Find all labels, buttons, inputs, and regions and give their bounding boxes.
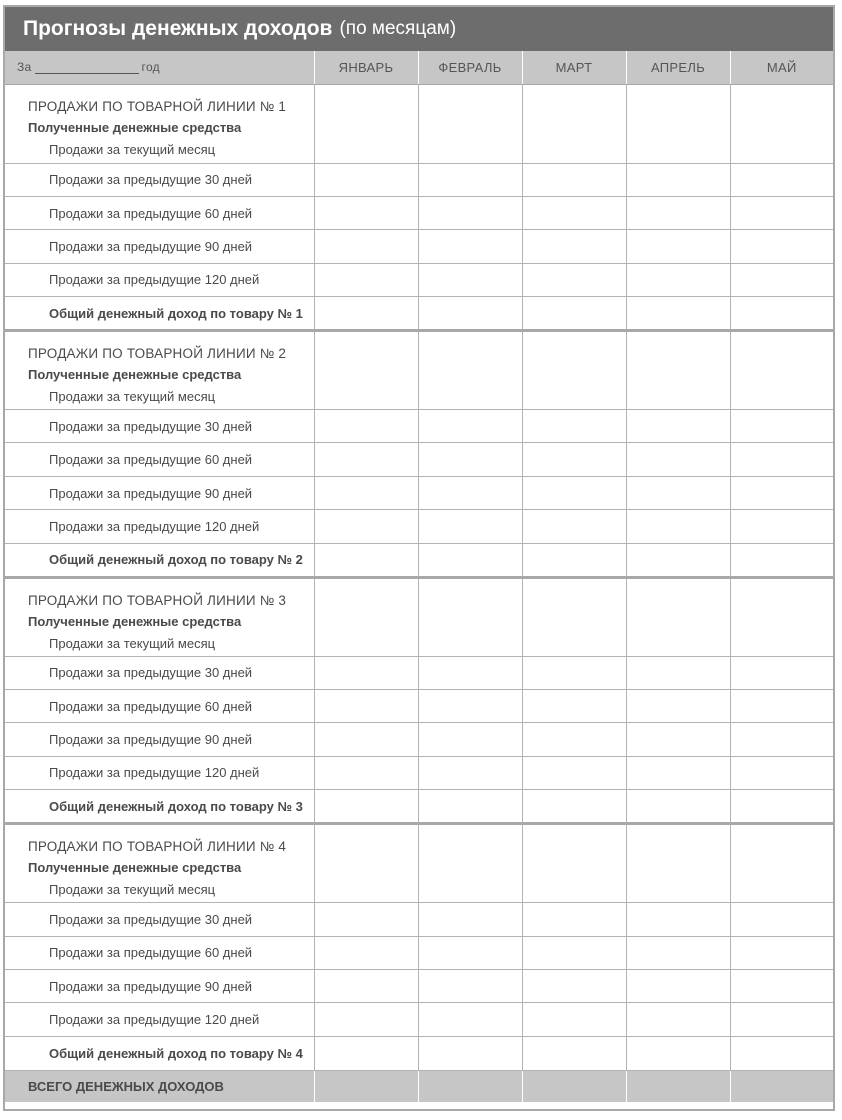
amount-cell[interactable] xyxy=(730,331,833,410)
section-header-cell xyxy=(5,824,314,903)
amount-cell[interactable] xyxy=(418,297,522,331)
amount-cell[interactable] xyxy=(626,790,730,824)
amount-cell[interactable] xyxy=(626,510,730,543)
amount-cell[interactable] xyxy=(314,476,418,509)
amount-cell[interactable] xyxy=(522,1003,626,1036)
amount-cell[interactable] xyxy=(626,263,730,296)
month-header: ФЕВРАЛЬ xyxy=(418,51,522,84)
section-header-row xyxy=(5,331,833,410)
section-header-cell xyxy=(5,577,314,656)
row-label: Продажи за предыдущие 90 дней xyxy=(5,230,314,263)
table-row xyxy=(5,1003,833,1036)
amount-cell[interactable] xyxy=(314,1070,418,1102)
amount-cell[interactable] xyxy=(522,297,626,331)
amount-cell[interactable] xyxy=(418,84,522,163)
amount-cell[interactable] xyxy=(626,84,730,163)
amount-cell[interactable] xyxy=(730,936,833,969)
section-header-row xyxy=(5,577,833,656)
row-label: Продажи за предыдущие 120 дней xyxy=(5,756,314,789)
amount-cell[interactable] xyxy=(730,443,833,476)
amount-cell[interactable] xyxy=(418,163,522,196)
amount-cell[interactable] xyxy=(314,230,418,263)
section-header-row xyxy=(5,824,833,903)
amount-cell[interactable] xyxy=(418,1003,522,1036)
section-title: ПРОДАЖИ ПО ТОВАРНОЙ ЛИНИИ № 2 xyxy=(28,346,287,362)
section-total-label: Общий денежный доход по товару № 3 xyxy=(5,790,314,824)
amount-cell[interactable] xyxy=(522,331,626,410)
title-bar xyxy=(5,7,833,51)
amount-cell[interactable] xyxy=(314,656,418,689)
amount-cell[interactable] xyxy=(522,543,626,577)
amount-cell[interactable] xyxy=(522,163,626,196)
table-row xyxy=(5,163,833,196)
amount-cell[interactable] xyxy=(522,196,626,229)
amount-cell[interactable] xyxy=(314,331,418,410)
amount-cell[interactable] xyxy=(730,1003,833,1036)
amount-cell[interactable] xyxy=(730,756,833,789)
amount-cell[interactable] xyxy=(418,476,522,509)
section-title: ПРОДАЖИ ПО ТОВАРНОЙ ЛИНИИ № 1 xyxy=(28,98,287,114)
amount-cell[interactable] xyxy=(418,196,522,229)
amount-cell[interactable] xyxy=(522,263,626,296)
amount-cell[interactable] xyxy=(418,790,522,824)
amount-cell[interactable] xyxy=(314,969,418,1002)
amount-cell[interactable] xyxy=(522,577,626,656)
section-total-row xyxy=(5,297,833,331)
amount-cell[interactable] xyxy=(626,936,730,969)
amount-cell[interactable] xyxy=(418,824,522,903)
amount-cell[interactable] xyxy=(730,297,833,331)
section-total-label: Общий денежный доход по товару № 2 xyxy=(5,543,314,577)
amount-cell[interactable] xyxy=(626,543,730,577)
amount-cell[interactable] xyxy=(314,824,418,903)
amount-cell[interactable] xyxy=(730,410,833,443)
amount-cell[interactable] xyxy=(418,903,522,936)
grand-total-row xyxy=(5,1070,833,1102)
amount-cell[interactable] xyxy=(314,543,418,577)
amount-cell[interactable] xyxy=(730,969,833,1002)
amount-cell[interactable] xyxy=(522,1036,626,1070)
amount-cell[interactable] xyxy=(418,656,522,689)
section-header-cell xyxy=(5,331,314,410)
row-label: Продажи за предыдущие 120 дней xyxy=(5,510,314,543)
page-title-qualifier: (по месяцам) xyxy=(339,18,457,39)
amount-cell[interactable] xyxy=(522,510,626,543)
cash-forecast-form xyxy=(3,5,835,1111)
table-row xyxy=(5,690,833,723)
amount-cell[interactable] xyxy=(418,331,522,410)
amount-cell[interactable] xyxy=(730,476,833,509)
row-label: Продажи за предыдущие 120 дней xyxy=(5,263,314,296)
amount-cell[interactable] xyxy=(626,969,730,1002)
section-title: ПРОДАЖИ ПО ТОВАРНОЙ ЛИНИИ № 4 xyxy=(28,839,287,855)
row-label: Продажи за текущий месяц xyxy=(49,141,216,157)
amount-cell[interactable] xyxy=(314,443,418,476)
section-header-cell xyxy=(5,84,314,163)
amount-cell[interactable] xyxy=(418,443,522,476)
table-body xyxy=(5,84,833,1102)
grand-total-label: ВСЕГО ДЕНЕЖНЫХ ДОХОДОВ xyxy=(5,1070,314,1102)
amount-cell[interactable] xyxy=(418,230,522,263)
amount-cell[interactable] xyxy=(626,656,730,689)
amount-cell[interactable] xyxy=(418,510,522,543)
row-label: Продажи за предыдущие 90 дней xyxy=(5,723,314,756)
amount-cell[interactable] xyxy=(314,263,418,296)
amount-cell[interactable] xyxy=(730,903,833,936)
amount-cell[interactable] xyxy=(522,756,626,789)
amount-cell[interactable] xyxy=(522,723,626,756)
table-row xyxy=(5,936,833,969)
amount-cell[interactable] xyxy=(730,543,833,577)
amount-cell[interactable] xyxy=(730,723,833,756)
amount-cell[interactable] xyxy=(314,903,418,936)
year-prefix: За xyxy=(17,60,32,75)
table-row xyxy=(5,443,833,476)
table-row xyxy=(5,196,833,229)
table-row xyxy=(5,969,833,1002)
amount-cell[interactable] xyxy=(418,410,522,443)
amount-cell[interactable] xyxy=(626,196,730,229)
amount-cell[interactable] xyxy=(730,1036,833,1070)
amount-cell[interactable] xyxy=(626,1003,730,1036)
amount-cell[interactable] xyxy=(522,969,626,1002)
amount-cell[interactable] xyxy=(626,230,730,263)
amount-cell[interactable] xyxy=(314,196,418,229)
row-label: Продажи за предыдущие 60 дней xyxy=(5,690,314,723)
amount-cell[interactable] xyxy=(418,263,522,296)
row-label: Продажи за предыдущие 90 дней xyxy=(5,476,314,509)
amount-cell[interactable] xyxy=(314,84,418,163)
amount-cell[interactable] xyxy=(730,1070,833,1102)
year-field xyxy=(5,51,314,84)
amount-cell[interactable] xyxy=(418,969,522,1002)
amount-cell[interactable] xyxy=(522,476,626,509)
amount-cell[interactable] xyxy=(522,656,626,689)
amount-cell[interactable] xyxy=(626,903,730,936)
amount-cell[interactable] xyxy=(626,756,730,789)
amount-cell[interactable] xyxy=(522,690,626,723)
section-subtitle: Полученные денежные средства xyxy=(28,613,242,629)
month-header: ЯНВАРЬ xyxy=(314,51,418,84)
amount-cell[interactable] xyxy=(418,936,522,969)
section-total-row xyxy=(5,543,833,577)
amount-cell[interactable] xyxy=(418,1070,522,1102)
amount-cell[interactable] xyxy=(314,1003,418,1036)
amount-cell[interactable] xyxy=(626,443,730,476)
section-title: ПРОДАЖИ ПО ТОВАРНОЙ ЛИНИИ № 3 xyxy=(28,592,287,608)
amount-cell[interactable] xyxy=(418,543,522,577)
section-subtitle: Полученные денежные средства xyxy=(28,119,242,135)
amount-cell[interactable] xyxy=(626,331,730,410)
row-label: Продажи за предыдущие 60 дней xyxy=(5,443,314,476)
row-label: Продажи за предыдущие 30 дней xyxy=(5,410,314,443)
amount-cell[interactable] xyxy=(314,163,418,196)
table-row xyxy=(5,723,833,756)
table-row xyxy=(5,510,833,543)
amount-cell[interactable] xyxy=(522,84,626,163)
amount-cell[interactable] xyxy=(314,756,418,789)
month-header: АПРЕЛЬ xyxy=(626,51,730,84)
year-suffix: год xyxy=(141,60,160,75)
row-label: Продажи за предыдущие 30 дней xyxy=(5,163,314,196)
amount-cell[interactable] xyxy=(314,577,418,656)
amount-cell[interactable] xyxy=(314,690,418,723)
amount-cell[interactable] xyxy=(730,84,833,163)
section-total-row xyxy=(5,1036,833,1070)
amount-cell[interactable] xyxy=(626,1036,730,1070)
year-blank-line[interactable] xyxy=(35,73,139,74)
amount-cell[interactable] xyxy=(626,410,730,443)
amount-cell[interactable] xyxy=(418,756,522,789)
row-label: Продажи за текущий месяц xyxy=(49,635,216,651)
month-header: МАЙ xyxy=(730,51,833,84)
amount-cell[interactable] xyxy=(626,1070,730,1102)
section-total-label: Общий денежный доход по товару № 1 xyxy=(5,297,314,331)
amount-cell[interactable] xyxy=(626,297,730,331)
amount-cell[interactable] xyxy=(730,824,833,903)
amount-cell[interactable] xyxy=(314,297,418,331)
amount-cell[interactable] xyxy=(626,723,730,756)
amount-cell[interactable] xyxy=(626,690,730,723)
amount-cell[interactable] xyxy=(522,230,626,263)
amount-cell[interactable] xyxy=(418,723,522,756)
amount-cell[interactable] xyxy=(730,510,833,543)
amount-cell[interactable] xyxy=(522,903,626,936)
forecast-table xyxy=(5,51,833,1102)
amount-cell[interactable] xyxy=(418,1036,522,1070)
row-label: Продажи за предыдущие 120 дней xyxy=(5,1003,314,1036)
section-subtitle: Полученные денежные средства xyxy=(28,367,242,383)
table-row xyxy=(5,656,833,689)
amount-cell[interactable] xyxy=(314,1036,418,1070)
table-row xyxy=(5,263,833,296)
amount-cell[interactable] xyxy=(522,1070,626,1102)
amount-cell[interactable] xyxy=(730,263,833,296)
table-row xyxy=(5,756,833,789)
amount-cell[interactable] xyxy=(314,510,418,543)
amount-cell[interactable] xyxy=(626,163,730,196)
amount-cell[interactable] xyxy=(626,476,730,509)
table-row xyxy=(5,230,833,263)
amount-cell[interactable] xyxy=(314,410,418,443)
amount-cell[interactable] xyxy=(730,196,833,229)
table-row xyxy=(5,476,833,509)
amount-cell[interactable] xyxy=(730,790,833,824)
month-header: МАРТ xyxy=(522,51,626,84)
table-row xyxy=(5,903,833,936)
table-row xyxy=(5,410,833,443)
row-label: Продажи за предыдущие 30 дней xyxy=(5,656,314,689)
row-label: Продажи за предыдущие 60 дней xyxy=(5,936,314,969)
amount-cell[interactable] xyxy=(522,443,626,476)
row-label: Продажи за предыдущие 30 дней xyxy=(5,903,314,936)
section-total-row xyxy=(5,790,833,824)
amount-cell[interactable] xyxy=(730,577,833,656)
amount-cell[interactable] xyxy=(522,936,626,969)
amount-cell[interactable] xyxy=(314,723,418,756)
amount-cell[interactable] xyxy=(626,824,730,903)
section-total-label: Общий денежный доход по товару № 4 xyxy=(5,1036,314,1070)
amount-cell[interactable] xyxy=(314,790,418,824)
amount-cell[interactable] xyxy=(730,163,833,196)
section-subtitle: Полученные денежные средства xyxy=(28,860,242,876)
row-label: Продажи за текущий месяц xyxy=(49,882,216,898)
row-label: Продажи за текущий месяц xyxy=(49,389,216,405)
amount-cell[interactable] xyxy=(418,577,522,656)
amount-cell[interactable] xyxy=(314,936,418,969)
page-title: Прогнозы денежных доходов xyxy=(23,17,333,40)
amount-cell[interactable] xyxy=(730,656,833,689)
section-header-row xyxy=(5,84,833,163)
amount-cell[interactable] xyxy=(522,410,626,443)
row-label: Продажи за предыдущие 60 дней xyxy=(5,196,314,229)
amount-cell[interactable] xyxy=(626,577,730,656)
amount-cell[interactable] xyxy=(418,690,522,723)
header-row xyxy=(5,51,833,84)
amount-cell[interactable] xyxy=(730,690,833,723)
amount-cell[interactable] xyxy=(522,790,626,824)
row-label: Продажи за предыдущие 90 дней xyxy=(5,969,314,1002)
amount-cell[interactable] xyxy=(522,824,626,903)
amount-cell[interactable] xyxy=(730,230,833,263)
